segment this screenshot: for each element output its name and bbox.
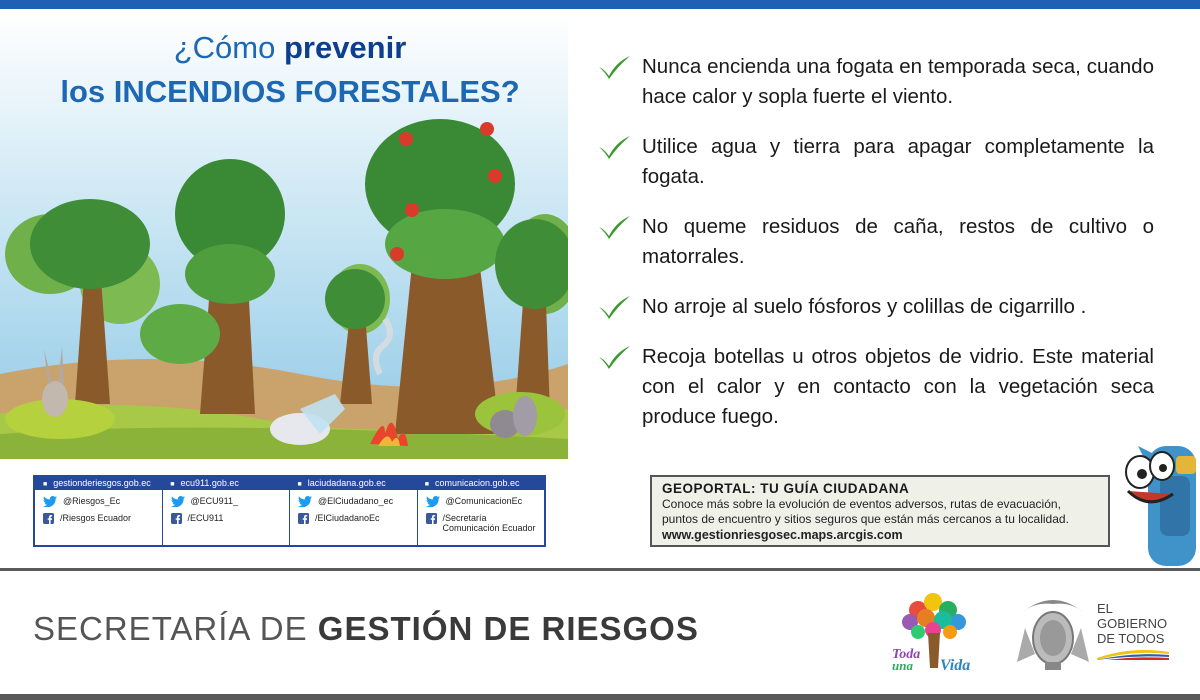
facebook-icon (298, 513, 309, 524)
check-icon (596, 52, 632, 80)
facebook-handle: /ECU911 (187, 513, 224, 523)
website-link[interactable]: ■ laciudadana.gob.ec (290, 477, 417, 490)
svg-text:Vida: Vida (940, 657, 971, 674)
tip-item (596, 342, 1154, 432)
secretaria-light: SECRETARÍA DE (33, 610, 318, 647)
facebook-handle: /Riesgos Ecuador (60, 513, 132, 523)
svg-text:Toda: Toda (892, 647, 921, 662)
tip-item (596, 132, 1154, 192)
top-bar (0, 0, 1200, 9)
title-part2: prevenir (283, 30, 407, 65)
facebook-link[interactable] (426, 513, 541, 533)
geoportal-url[interactable]: www.gestionriesgosec.maps.arcgis.com (662, 528, 903, 542)
tip-item (596, 212, 1154, 272)
facebook-handle: /Secretaría Comunicación Ecuador (442, 513, 536, 533)
twitter-icon (43, 496, 57, 507)
page-title (0, 26, 580, 114)
twitter-icon (171, 496, 185, 507)
tip-item (596, 52, 1154, 112)
twitter-handle: @ECU911_ (190, 496, 238, 506)
twitter-link[interactable] (298, 496, 413, 507)
gobierno-logo (1097, 601, 1169, 660)
tip-text: Nunca encienda una fogata en temporada seca, cuando hace calor y sopla fuerte el viento. (642, 55, 1154, 108)
geoportal-description: Conoce más sobre la evolución de eventos adversos, rutas de evacuación, puntos de encuentro y sitios seguros que están más cercanos a tu localidad. (662, 497, 1069, 526)
facebook-icon (426, 513, 437, 524)
website-link[interactable]: ■ ecu911.gob.ec (162, 477, 289, 490)
facebook-link[interactable] (43, 513, 158, 524)
tips-list (596, 52, 1154, 452)
check-icon (596, 212, 632, 240)
twitter-link[interactable] (426, 496, 541, 507)
check-icon (596, 342, 632, 370)
facebook-icon (171, 513, 182, 524)
mascot-icon (1118, 436, 1200, 581)
twitter-icon (298, 496, 312, 507)
social-links-box (33, 475, 546, 547)
ecuador-seal-icon (1015, 592, 1091, 679)
bottom-bar (0, 694, 1200, 700)
flag-swoosh-icon (1097, 648, 1169, 660)
twitter-icon (426, 496, 440, 507)
twitter-link[interactable] (43, 496, 158, 507)
check-icon (596, 132, 632, 160)
twitter-handle: @Riesgos_Ec (63, 496, 121, 506)
tip-item (596, 292, 1154, 322)
twitter-handle: @ElCiudadano_ec (318, 496, 394, 506)
tip-text: No arroje al suelo fósforos y colillas de cigarrillo . (642, 295, 1087, 318)
secretaria-logo-text (33, 610, 699, 648)
facebook-link[interactable] (171, 513, 286, 524)
geoportal-box (650, 475, 1110, 547)
tip-text: Recoja botellas u otros objetos de vidrio. Este material con el calor y en contacto con la vegetación seca produce fuego. (642, 345, 1154, 428)
secretaria-bold: GESTIÓN DE RIESGOS (317, 610, 699, 647)
footer-divider (0, 568, 1200, 571)
tip-text: No queme residuos de caña, restos de cultivo o matorrales. (642, 215, 1154, 268)
facebook-link[interactable] (298, 513, 413, 524)
tree-logo-icon (888, 588, 978, 679)
gov-line: GOBIERNO (1097, 616, 1168, 631)
twitter-handle: @ComunicacionEc (445, 496, 523, 506)
gov-line: DE TODOS (1097, 631, 1165, 646)
title-part1: ¿Cómo (173, 30, 284, 65)
website-link[interactable]: ■ gestionderiesgos.gob.ec (35, 477, 162, 490)
svg-text:una: una (892, 658, 913, 673)
website-link[interactable]: ■ comunicacion.gob.ec (417, 477, 544, 490)
facebook-icon (43, 513, 54, 524)
check-icon (596, 292, 632, 320)
geoportal-title: GEOPORTAL: TU GUÍA CIUDADANA (662, 481, 910, 496)
gov-line: EL (1097, 601, 1113, 616)
twitter-link[interactable] (171, 496, 286, 507)
facebook-handle: /ElCiudadanoEc (315, 513, 380, 523)
title-line2: los INCENDIOS FORESTALES? (60, 74, 520, 109)
tip-text: Utilice agua y tierra para apagar completamente la fogata. (642, 135, 1154, 188)
